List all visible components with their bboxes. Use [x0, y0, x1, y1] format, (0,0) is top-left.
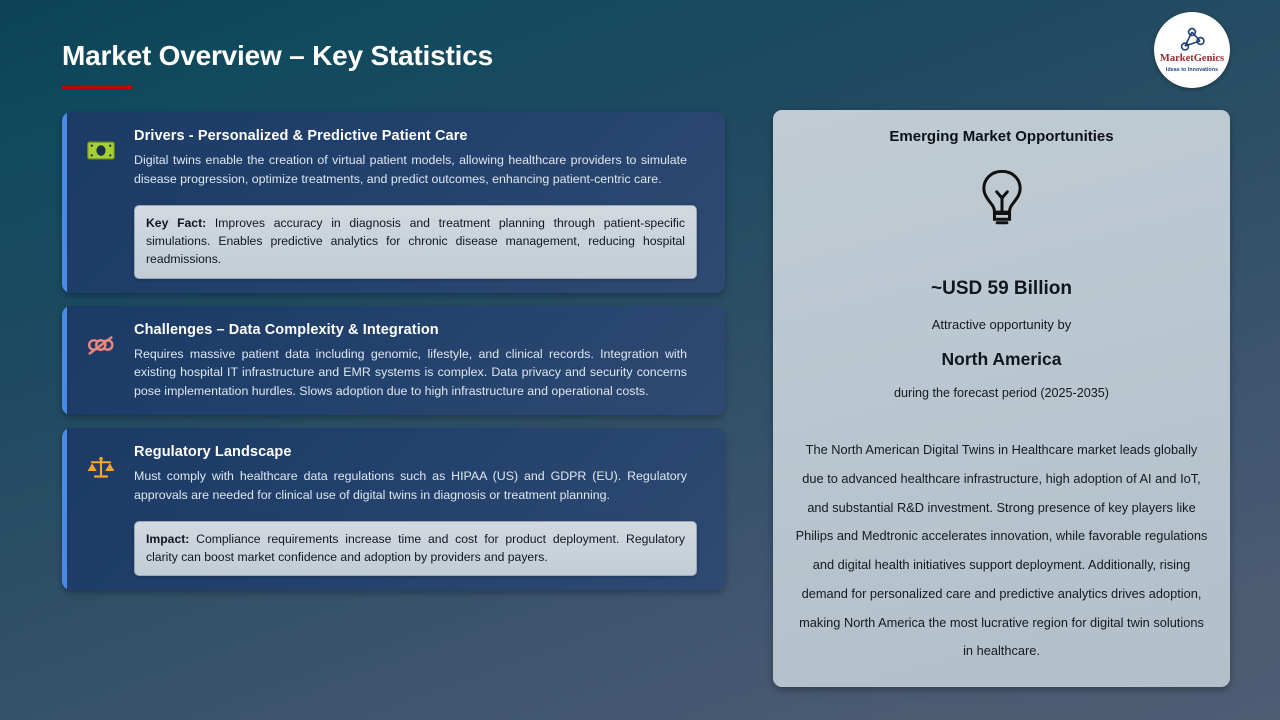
card-body: Must comply with healthcare data regulations such as HIPAA (US) and GDPR (EU). Regulatory approvals are needed for clinical use of digital twins in diagnosis or treatment planning. — [134, 469, 687, 502]
card-title: Drivers - Personalized & Predictive Patient Care — [134, 128, 468, 144]
balance-scale-icon — [84, 450, 118, 484]
network-nodes-icon — [1177, 27, 1207, 53]
card-title: Regulatory Landscape — [134, 444, 292, 461]
brand-logo — [1154, 12, 1230, 88]
panel-description: The North American Digital Twins in Healthcare market leads globally due to advanced healthcare infrastructure, high adoption of AI and IoT, and substantial R&D investment. Strong presence of key players like Philips and Medtronic accelerates innovation, while favorable regulations and digital health initiatives support deployment. Additionally, rising demand for personalized care and predictive analytics drives adoption, making North America the most lucrative region for digital twin solutions in healthcare. — [795, 442, 1208, 659]
key-fact-label: Key Fact: — [146, 215, 207, 230]
card-body: Requires massive patient data including genomic, lifestyle, and clinical records. Integration with existing hospital IT infrastructure and EMR systems is complex. Data privacy and security concerns pose implementation hurdles. Slows adoption due to high infrastructure and operational costs. — [134, 346, 687, 399]
card-challenges[interactable] — [62, 306, 725, 416]
logo-tagline: Ideas to Innovations — [1165, 66, 1219, 73]
impact-text: Compliance requirements increase time and cost for product deployment. Regulatory clarity can boost market confidence and adoption by providers and payers. — [146, 531, 685, 565]
key-fact-box — [134, 205, 697, 279]
money-banknote-icon — [84, 134, 118, 168]
title-underline-rule — [62, 85, 132, 89]
lightbulb-icon — [975, 167, 1029, 234]
market-value: ~USD 59 Billion — [931, 278, 1072, 299]
logo-name: MarketGenics — [1159, 53, 1225, 65]
impact-box — [134, 521, 697, 577]
panel-title: Emerging Market Opportunities — [889, 128, 1114, 145]
page-title: Market Overview – Key Statistics — [62, 40, 493, 71]
card-title: Challenges – Data Complexity & Integration — [134, 321, 439, 338]
insight-cards-list — [62, 112, 725, 603]
forecast-period: during the forecast period (2025-2035) — [894, 386, 1109, 400]
key-fact-text: Improves accuracy in diagnosis and treatment planning through patient-specific simulations. Enables predictive analytics for chronic disease management, reducing hospital readmissions. — [146, 215, 685, 267]
card-body: Digital twins enable the creation of virtual patient models, allowing healthcare providers to simulate disease progression, optimize treatments, and predict outcomes, enhancing patient-centric care. — [134, 153, 687, 186]
market-region: North America — [941, 349, 1062, 369]
broken-link-icon — [84, 328, 118, 362]
impact-label: Impact: — [146, 531, 190, 546]
emerging-market-panel — [773, 110, 1230, 687]
card-drivers[interactable] — [62, 112, 725, 293]
market-subtitle: Attractive opportunity by — [931, 317, 1072, 332]
card-regulatory[interactable] — [62, 428, 725, 590]
